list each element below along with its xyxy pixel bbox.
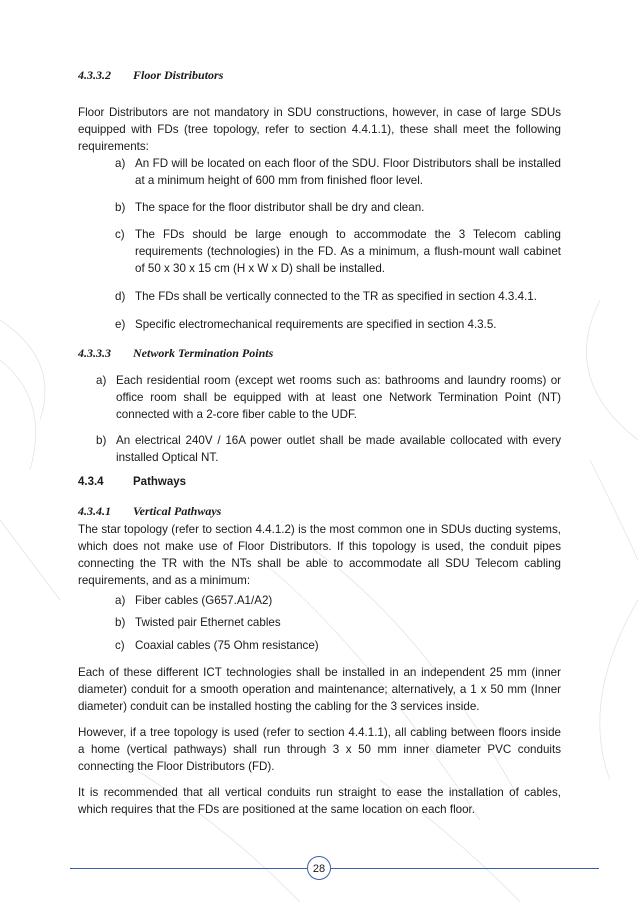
paragraph: However, if a tree topology is used (refer to section 4.4.1.1), all cabling between floors inside a home (vertical pathways) shall run through 3 x 50 mm inner diameter PVC conduits connecting the Floor Distributors (FD).: [78, 726, 561, 773]
list-item: [115, 199, 561, 216]
list-item: [115, 592, 561, 609]
list-text: Each residential room (except wet rooms such as: bathrooms and laundry rooms) or office room shall be equipped with at least one Network Termination Point (NT) connected with a 2-core fiber cable to the UDF.: [116, 374, 561, 421]
footer-rule-left: [70, 868, 307, 869]
heading-4341: [78, 504, 221, 519]
list-marker: a): [96, 374, 107, 387]
list-text: Coaxial cables (75 Ohm resistance): [135, 639, 319, 652]
list-text: An electrical 240V / 16A power outlet shall be made available collocated with every installed Optical NT.: [116, 434, 561, 464]
heading-number: 4.3.3.3: [78, 346, 111, 360]
list-marker: c): [115, 228, 125, 241]
list-text: The FDs shall be vertically connected to the TR as specified in section 4.3.4.1.: [135, 290, 537, 303]
list-text: An FD will be located on each floor of the SDU. Floor Distributors shall be installed at a minimum height of 600 mm from finished floor level.: [135, 157, 561, 187]
intro-vertical-pathways: The star topology (refer to section 4.4.1.2) is the most common one in SDUs ducting systems, which does not make use of Floor Distributors. If this topology is used, the conduit pipes connecting the TR with the NTs shall be able to accommodate all SDU Telecom cabling requirements, and as a minimum:: [78, 523, 561, 587]
heading-number: 4.3.4: [78, 476, 104, 488]
intro-floor-distributors: Floor Distributors are not mandatory in SDU constructions, however, in case of large SDUs equipped with FDs (tree topology, refer to section 4.4.1.1), these shall meet the following requirements:: [78, 106, 561, 153]
heading-title: Network Termination Points: [133, 346, 274, 360]
list-text: The FDs should be large enough to accommodate the 3 Telecom cabling requirements (technologies) in the FD. As a minimum, a flush-mount wall cabinet of 50 x 30 x 15 cm (H x W x D) shall be installed.: [135, 228, 561, 275]
list-marker: a): [115, 157, 126, 170]
paragraph: Each of these different ICT technologies shall be installed in an independent 25 mm (inner diameter) conduit for a smooth operation and maintenance; alternatively, a 1 x 50 mm (Inner diameter) conduit can be installed hosting the cabling for the 3 services inside.: [78, 666, 561, 713]
list-item: [115, 155, 561, 189]
page-number: 28: [307, 856, 331, 880]
list-item: [115, 226, 561, 277]
list-marker: b): [115, 616, 126, 629]
list-text: Fiber cables (G657.A1/A2): [135, 594, 273, 607]
heading-number: 4.3.4.1: [78, 504, 111, 518]
list-marker: c): [115, 639, 125, 652]
heading-434: [78, 476, 186, 488]
heading-title: Vertical Pathways: [133, 504, 222, 518]
list-item: [115, 614, 561, 631]
list-item: [115, 316, 561, 333]
heading-number: 4.3.3.2: [78, 68, 111, 82]
list-marker: a): [115, 594, 126, 607]
heading-title: Floor Distributors: [133, 68, 224, 82]
list-item: [115, 288, 561, 305]
list-marker: d): [115, 290, 126, 303]
paragraph: It is recommended that all vertical conduits run straight to ease the installation of cables, which requires that the FDs are positioned at the same location on each floor.: [78, 786, 561, 816]
heading-title: Pathways: [133, 476, 187, 488]
list-marker: b): [96, 434, 107, 447]
heading-4332: [78, 68, 223, 83]
list-marker: e): [115, 318, 126, 331]
list-text: Specific electromechanical requirements are specified in section 4.3.5.: [135, 318, 497, 331]
list-item: [96, 432, 561, 466]
heading-4333: [78, 346, 273, 361]
list-item: [115, 637, 561, 654]
footer-rule-right: [331, 868, 599, 869]
list-item: [96, 372, 561, 423]
list-text: The space for the floor distributor shall be dry and clean.: [135, 201, 425, 214]
list-marker: b): [115, 201, 126, 214]
list-text: Twisted pair Ethernet cables: [135, 616, 281, 629]
